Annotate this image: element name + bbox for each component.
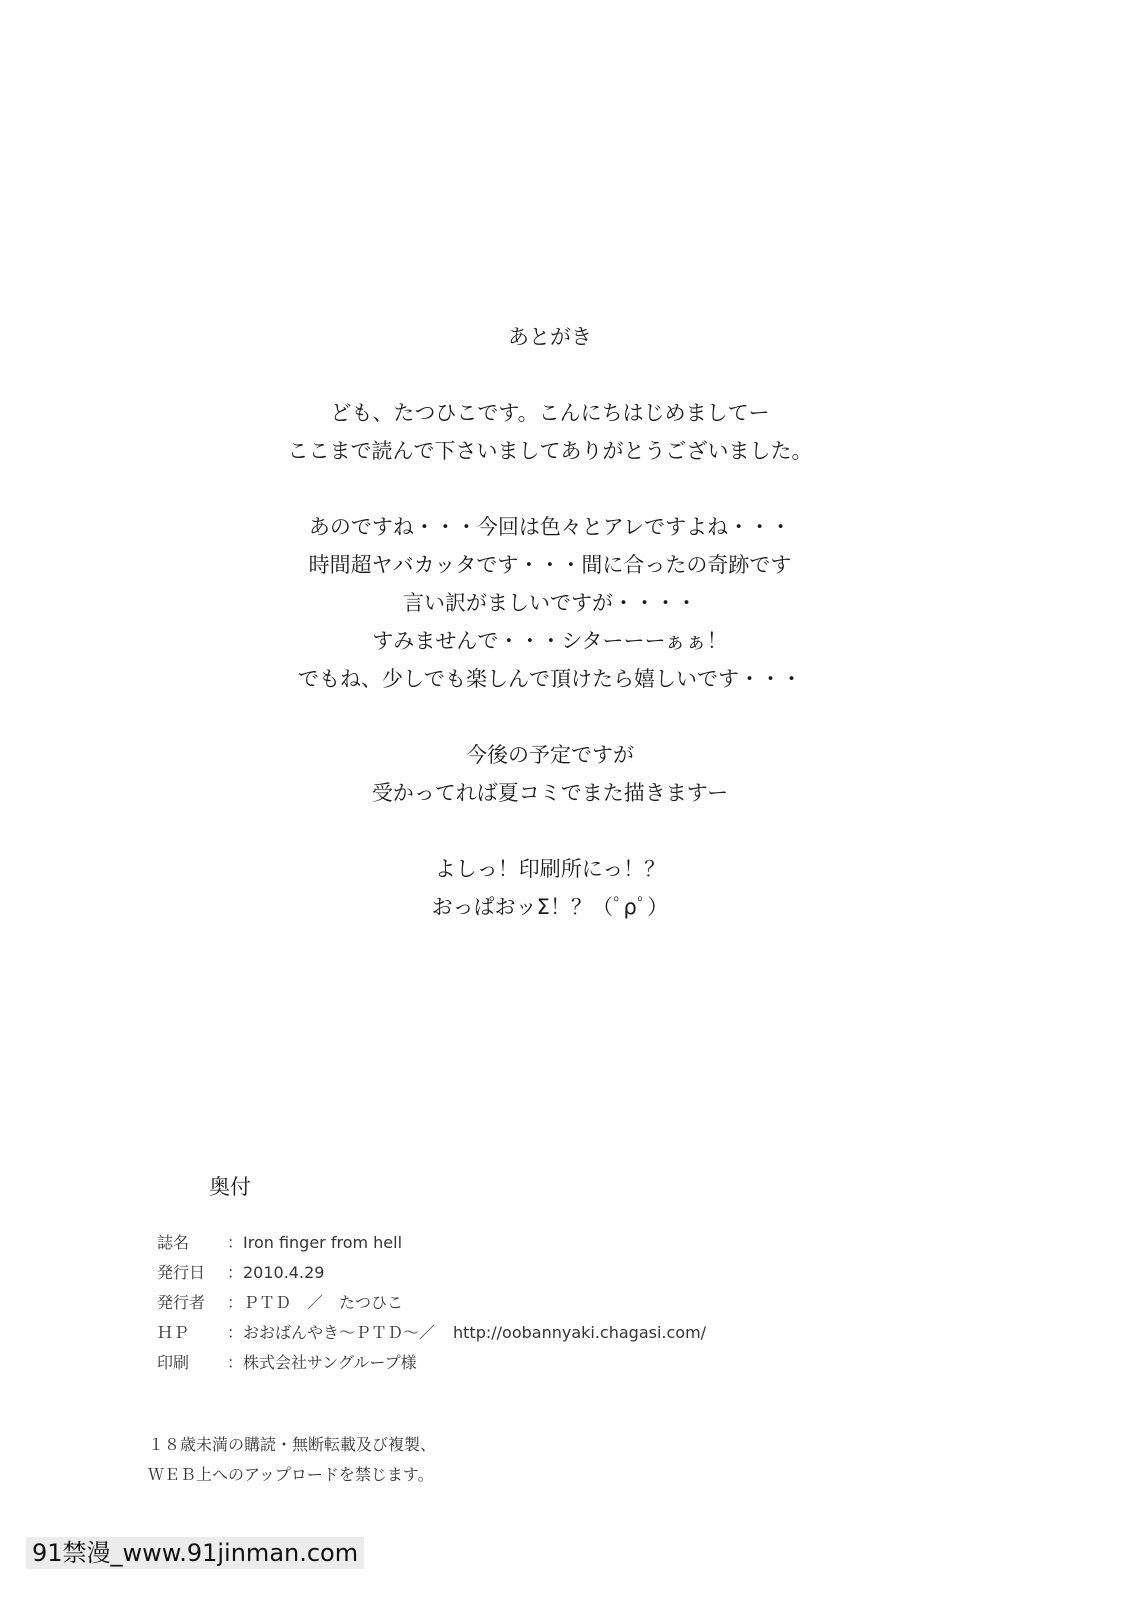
- afterword: [0, 318, 1100, 926]
- afterword-line: あのですね・・・今回は色々とアレですよね・・・: [308, 515, 792, 539]
- colophon: [157, 1228, 706, 1378]
- colophon-value: ：Iron finger from hell: [227, 1233, 403, 1252]
- afterword-title: あとがき: [508, 325, 592, 349]
- colophon-key: 印刷: [157, 1353, 190, 1372]
- colophon-row-publisher: [157, 1288, 706, 1318]
- site-watermark: 91禁漫_www.91jinman.com: [26, 1537, 364, 1569]
- legal-notice-line: １８歳未満の購読・無断転載及び複製、: [148, 1435, 437, 1454]
- colophon-value: ：ＰＴＤ ／ たつひこ: [227, 1293, 404, 1312]
- afterword-line: すみませんで・・・シターーーぁぁ！: [372, 629, 728, 653]
- colophon-key: 発行者: [157, 1293, 206, 1312]
- afterword-line: ここまで読んで下さいましてありがとうございました。: [287, 439, 813, 463]
- afterword-line: でもね、少しでも楽しんで頂けたら嬉しいです・・・: [298, 667, 802, 691]
- colophon-key: 発行日: [157, 1263, 206, 1282]
- colophon-row-homepage: [157, 1318, 706, 1348]
- colophon-value: ：おおばんやき～ＰＴＤ～／: [227, 1323, 436, 1342]
- colophon-row-date: [157, 1258, 706, 1288]
- colophon-title: 奥付: [209, 1175, 251, 1199]
- legal-notice-line: ＷＥＢ上へのアップロードを禁じます。: [148, 1465, 434, 1484]
- colophon-value: ：2010.4.29: [227, 1263, 325, 1282]
- colophon-key: 誌名: [157, 1233, 190, 1252]
- colophon-row-title: [157, 1228, 706, 1258]
- colophon-key: ＨＰ: [157, 1323, 190, 1342]
- colophon-row-printer: [157, 1348, 706, 1378]
- afterword-line: よしっ！印刷所にっ！？: [434, 857, 666, 881]
- afterword-line: 時間超ヤバカッタです・・・間に合ったの奇跡です: [308, 553, 792, 577]
- legal-notice: [148, 1430, 436, 1490]
- colophon-value: ：株式会社サングループ様: [227, 1353, 417, 1372]
- afterword-line: おっぱおッΣ！？（ﾟρﾟ）: [431, 895, 669, 919]
- afterword-line: 今後の予定ですが: [466, 743, 634, 767]
- afterword-line: 言い訳がましいですが・・・・: [403, 591, 697, 615]
- homepage-url: http://oobannyaki.chagasi.com/: [453, 1323, 707, 1342]
- afterword-line: 受かってれば夏コミでまた描きますー: [371, 781, 729, 805]
- afterword-line: ども、たつひこです。こんにちはじめましてー: [330, 401, 770, 425]
